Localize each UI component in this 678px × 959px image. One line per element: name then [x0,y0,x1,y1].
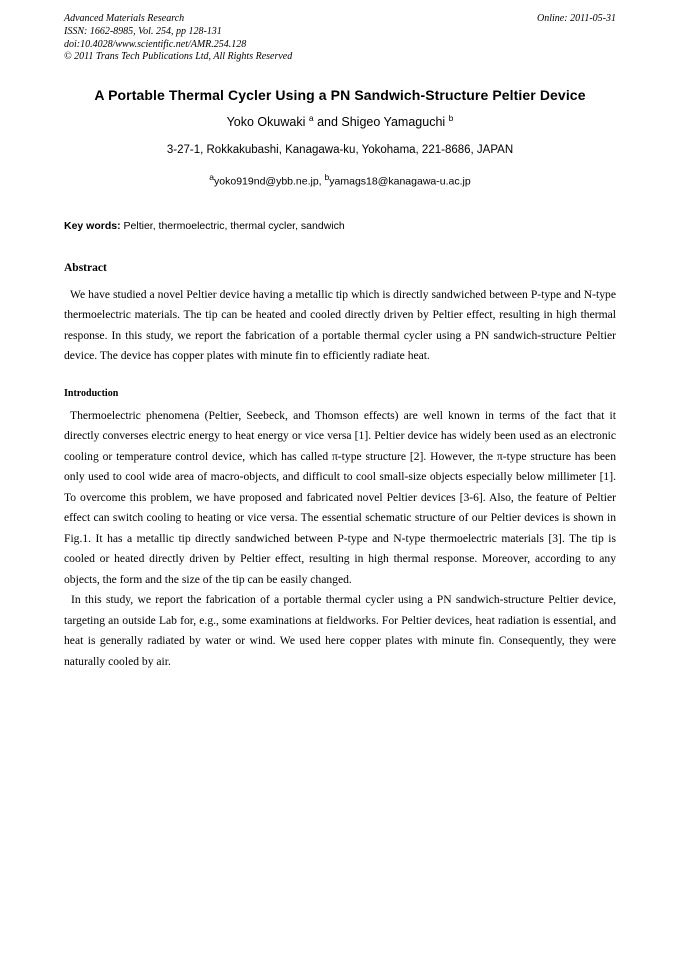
introduction-heading: Introduction [64,387,119,399]
author-1-name: Yoko Okuwaki [226,115,306,130]
abstract-paragraph: We have studied a novel Peltier device having a metallic tip which is directly sandwiched between P-type and N-type thermoelectric materials. The tip can be heated and cooled directly driven by Peltier effect, resulting in high thermal response. In this study, we report the fabrication of a portable thermal cycler using a PN sandwich-structure Peltier device. The device has copper plates with minute fin to efficiently radiate heat. [64,287,616,363]
journal-doi-line: doi:10.4028/www.scientific.net/AMR.254.128 [64,38,247,50]
journal-issn-line: ISSN: 1662-8985, Vol. 254, pp 128-131 [64,25,222,37]
author-1-affiliation-mark: a [308,113,314,124]
introduction-paragraph-1: Thermoelectric phenomena (Peltier, Seebeck, and Thomson effects) are well known in terms of the fact that it directly converses electric energy to heat energy or vice versa [1]. Peltier device has widely been used as an electronic cooling or temperature control device, which has called π-type structure [2]. However, the π-type structure has been only used to cool wide area of macro-objects, and difficult to cool small-size objects especially below millimeter [1]. To overcome this problem, we have proposed and fabricated novel Peltier devices [3-6]. Also, the feature of Peltier effect can switch cooling to heating or vice versa. The essential schematic structure of our Peltier devices is shown in Fig.1. It has a metallic tip directly sandwiched between P-type and N-type thermoelectric materials [3]. The tip is cooled or heated directly driven by Peltier effect, resulting in high thermal response. Moreover, according to any objects, the form and the size of the tip can be easily changed. [64,408,616,586]
author-2-affiliation-mark: b [448,113,454,124]
online-date: Online: 2011-05-31 [537,13,616,24]
keywords-line [64,220,616,232]
keywords-label: Key words: [64,219,121,232]
journal-name: Advanced Materials Research [64,13,185,24]
journal-copyright-line: © 2011 Trans Tech Publications Ltd, All Rights Reserved [64,51,293,63]
emails-line [64,172,616,188]
journal-header [64,13,616,64]
authors-line [64,113,616,129]
abstract-heading: Abstract [64,261,107,274]
keywords-text: Peltier, thermoelectric, thermal cycler, sandwich [123,219,345,232]
email-2-mark: b [324,172,330,183]
author-2-name: and Shigeo Yamaguchi [317,115,446,130]
affiliation-line: 3-27-1, Rokkakubashi, Kanagawa-ku, Yokohama, 221-8686, JAPAN [166,144,514,157]
paper-title: A Portable Thermal Cycler Using a PN Sandwich-Structure Peltier Device [94,87,586,104]
email-1-mark: a [209,172,215,183]
email-2: yamags18@kanagawa-u.ac.jp [329,175,471,188]
introduction-paragraph-2: In this study, we report the fabrication of a portable thermal cycler using a PN sandwich-structure Peltier device, targeting an outside Lab for, e.g., some examinations at fieldworks. For Peltier devices, heat radiation is essential, and heat is generally radiated by water or wind. We used here copper plates with minute fin. Consequently, they were naturally cooled by air. [64,593,616,668]
email-1: yoko919nd@ybb.ne.jp, [214,175,322,188]
journal-info-block [64,13,292,64]
